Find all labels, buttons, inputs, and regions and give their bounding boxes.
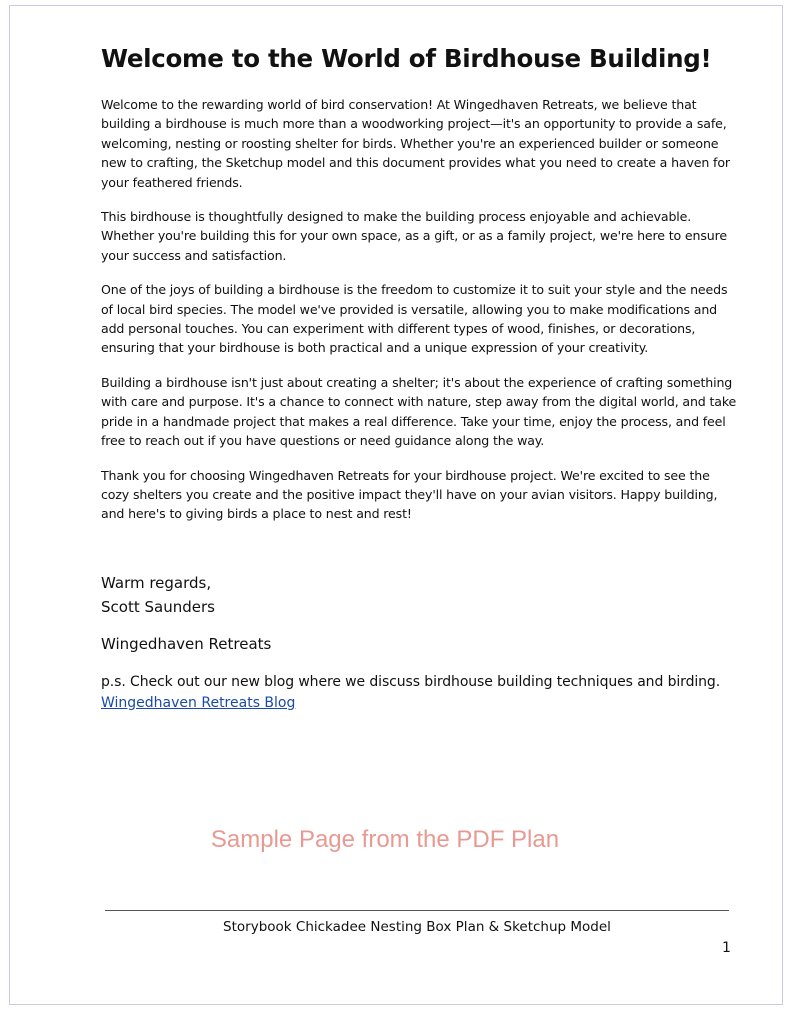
- intro-paragraph: Welcome to the rewarding world of bird conservation! At Wingedhaven Retreats, we believe that building a birdhouse is much more than a woodworking project—it's an opportunity to provide a safe, welcoming, nesting or roosting shelter for birds. Whether you're an experienced builder or someone new to crafting, the Sketchup model and this document provides what you need to create a haven for your feathered friends.: [101, 97, 730, 190]
- page-title: Welcome to the World of Birdhouse Building!: [101, 44, 712, 73]
- closing-text: Warm regards,: [101, 574, 212, 592]
- thank-you-paragraph: Thank you for choosing Wingedhaven Retreats for your birdhouse project. We're excited to see the cozy shelters you create and the positive impact they'll have on your avian visitors. Happy building, and here's to giving birds a place to nest and rest!: [101, 467, 718, 522]
- company-name: Wingedhaven Retreats: [101, 635, 272, 653]
- page-number: 1: [722, 940, 731, 956]
- signature-name: Scott Saunders: [101, 597, 215, 616]
- design-paragraph: This birdhouse is thoughtfully designed to make the building process enjoyable and achievable. Whether you're building this for your own space, as a gift, or as a family project, we're here to ensure your success and satisfaction.: [101, 209, 727, 263]
- signoff: [101, 572, 215, 619]
- footer-divider: [105, 910, 729, 911]
- experience-paragraph: Building a birdhouse isn't just about creating a shelter; it's about the experience of crafting something with care and purpose. It's a chance to connect with nature, step away from the digital world, and take pride in a handmade project that makes a real difference. Take your time, enjoy the process, and feel free to reach out if you have questions or need guidance along the way.: [101, 374, 737, 449]
- blog-link[interactable]: Wingedhaven Retreats Blog: [101, 695, 296, 711]
- letter-body: [101, 95, 737, 539]
- footer-title: Storybook Chickadee Nesting Box Plan & Sketchup Model: [223, 919, 611, 935]
- sample-watermark: Sample Page from the PDF Plan: [210, 826, 560, 853]
- customize-paragraph: One of the joys of building a birdhouse is the freedom to customize it to suit your style and the needs of local bird species. The model we've provided is versatile, allowing you to make modifications and add personal touches. You can experiment with different types of wood, finishes, or decorations, ensuring that your birdhouse is both practical and a unique expression of your creativity.: [101, 282, 728, 356]
- postscript: p.s. Check out our new blog where we discuss birdhouse building techniques and birding.: [101, 674, 721, 690]
